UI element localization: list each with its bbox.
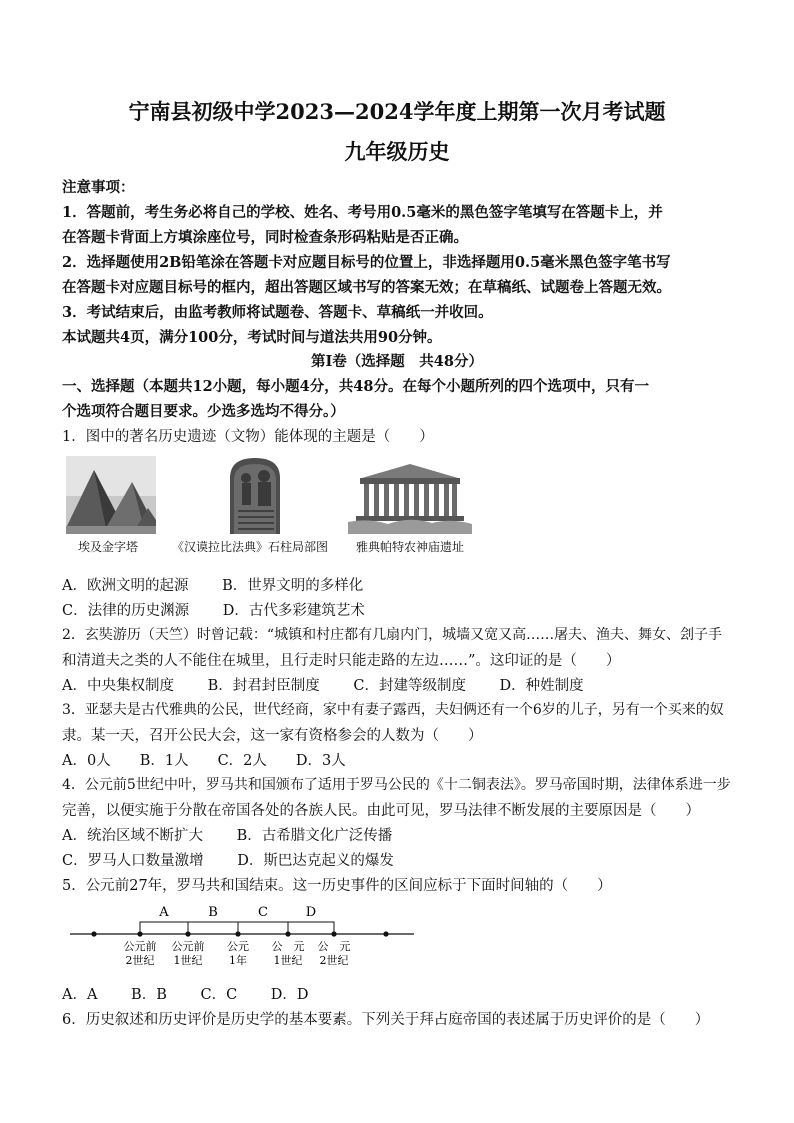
tick-label: 公 元: [271, 940, 305, 953]
section-instructions: 个选项符合题目要求。少选多选均不得分。）: [62, 403, 345, 420]
question-4-stem: 4．公元前5世纪中叶，罗马共和国颁布了适用于罗马公民的《十二铜表法》。罗马帝国时期，法律体系进一步: [62, 777, 731, 793]
image-caption: 埃及金字塔: [78, 540, 139, 554]
exam-subtitle: 九年级历史: [344, 139, 450, 164]
notice-heading: 注意事项：: [62, 179, 135, 196]
question-2-stem: 和清道夫之类的人不能住在城里，且行走时只能走路的左边……”。这印证的是（ ）: [62, 653, 621, 669]
notice-line: 在答题卡对应题目标号的框内，超出答题区域书写的答案无效；在草稿纸、试题卷上答题无效。: [62, 279, 671, 296]
segment-label: B: [208, 905, 218, 920]
timeline-point: [91, 931, 96, 936]
question-4-stem: 完善，以便实施于分散在帝国各处的各族人民。由此可见，罗马法律不断发展的主要原因是（ ）: [62, 803, 700, 819]
question-5-stem: 5．公元前27年，罗马共和国结束。这一历史事件的区间应标于下面时间轴的（ ）: [62, 878, 612, 894]
question-1-options: A．欧洲文明的起源 B．世界文明的多样化: [62, 578, 364, 594]
tick-label: 1年: [229, 954, 247, 967]
tick-label: 2世纪: [125, 954, 155, 967]
notice-line: 1．答题前，考生务必将自己的学校、姓名、考号用0.5毫米的黑色签字笔填写在答题卡上，并: [62, 204, 663, 221]
question-5-options: A．A B．B C．C D．D: [62, 987, 309, 1003]
segment-label: C: [258, 905, 268, 920]
segment-label: D: [305, 905, 317, 920]
tick-label: 2世纪: [319, 954, 349, 967]
tick-label: 1世纪: [173, 954, 203, 967]
segment-bracket: [188, 922, 238, 934]
image-caption: 雅典帕特农神庙遗址: [356, 540, 465, 554]
question-1-images: [66, 456, 486, 556]
question-4-options: C．罗马人口数量激增 D．斯巴达克起义的爆发: [62, 853, 394, 869]
timeline-point: [383, 931, 388, 936]
notice-line: 3．考试结束后，由监考教师将试题卷、答题卡、草稿纸一并收回。: [62, 304, 493, 321]
parthenon-image: [348, 456, 472, 534]
question-2-options: A．中央集权制度 B．封君封臣制度 C．封建等级制度 D．种姓制度: [62, 678, 584, 694]
segment-bracket: [238, 922, 288, 934]
section-instructions: 一、选择题（本题共12小题，每小题4分，共48分。在每个小题所列的四个选项中，只有一: [62, 378, 649, 395]
segment-bracket: [140, 922, 188, 934]
segment-label: A: [159, 905, 169, 920]
tick-label: 公元: [227, 940, 249, 953]
question-1-options: C．法律的历史渊源 D．古代多彩建筑艺术: [62, 603, 365, 619]
segment-bracket: [288, 922, 334, 934]
question-3-stem: 3．亚瑟夫是古代雅典的公民，世代经商，家中有妻子露西，夫妇俩还有一个6岁的儿子，另有一个买来的奴: [62, 702, 724, 718]
timeline-diagram: [66, 896, 426, 976]
pyramids-image: [66, 456, 156, 534]
question-1-stem: 1．图中的著名历史遗迹（文物）能体现的主题是（ ）: [62, 429, 434, 445]
question-4-options: A．统治区域不断扩大 B．古希腊文化广泛传播: [62, 828, 393, 844]
notice-line: 2．选择题使用2B铅笔涂在答题卡对应题目标号的位置上，非选择题用0.5毫米黑色签字笔书写: [62, 254, 671, 271]
tick-label: 1世纪: [273, 954, 303, 967]
tick-label: 公元前: [171, 940, 205, 953]
exam-title: 宁南县初级中学2023—2024学年度上期第一次月考试题: [128, 99, 666, 124]
tick-label: 公元前: [123, 940, 157, 953]
question-6-stem: 6．历史叙述和历史评价是历史学的基本要素。下列关于拜占庭帝国的表述属于历史评价的是（ ）: [62, 1012, 710, 1028]
image-caption: 《汉谟拉比法典》石柱局部图: [172, 540, 329, 554]
hammurabi-stele-image: [224, 456, 286, 534]
section-title: 第Ⅰ卷（选择题 共48分）: [311, 353, 483, 370]
exam-summary: 本试题共4页，满分100分，考试时间与道法共用90分钟。: [62, 329, 442, 346]
notice-line: 在答题卡背面上方填涂座位号，同时检查条形码粘贴是否正确。: [62, 229, 468, 246]
question-3-options: A．0人 B．1人 C．2人 D．3人: [62, 753, 346, 769]
question-2-stem: 2．玄奘游历（天竺）时曾记载：“城镇和村庄都有几扇内门，城墙又宽又高……屠夫、渔夫、舞女、刽子手: [62, 627, 723, 643]
question-3-stem: 隶。某一天，召开公民大会，这一家有资格参会的人数为（ ）: [62, 728, 483, 744]
tick-label: 公 元: [317, 940, 351, 953]
